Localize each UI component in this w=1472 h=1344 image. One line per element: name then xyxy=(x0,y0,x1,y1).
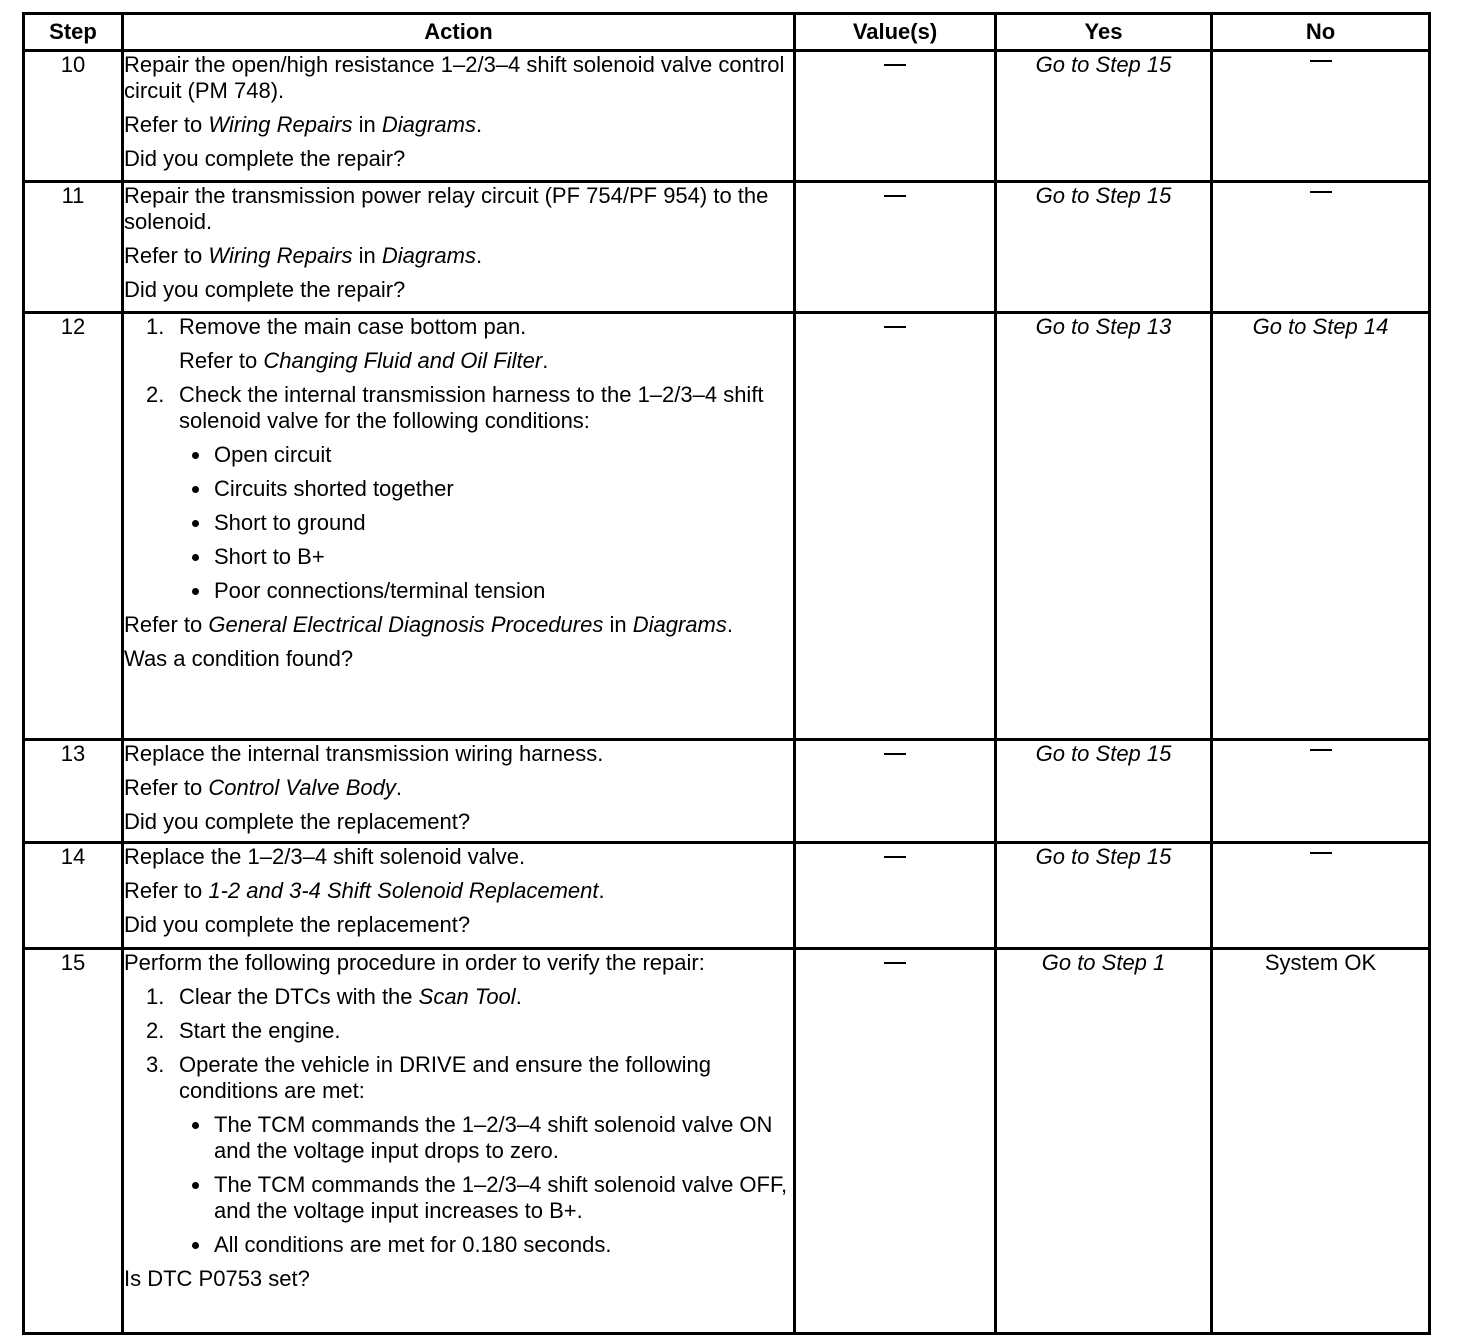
action-reference: Refer to General Electrical Diagnosis Procedures in Diagrams. xyxy=(124,612,733,637)
action-cell xyxy=(123,313,795,740)
no-dash xyxy=(1310,749,1332,755)
no-cell xyxy=(1212,51,1430,182)
action-text: Repair the open/high resistance 1–2/3–4 shift solenoid valve control circuit (PM 748). xyxy=(124,52,785,103)
value-dash xyxy=(884,856,906,858)
value-cell xyxy=(795,740,996,843)
action-question: Is DTC P0753 set? xyxy=(124,1266,310,1291)
value-dash xyxy=(884,326,906,328)
table-row xyxy=(24,51,1430,182)
list-item: The TCM commands the 1–2/3–4 shift solenoid valve OFF, and the voltage input increases to B+. xyxy=(179,1172,793,1224)
header-values: Value(s) xyxy=(795,14,996,51)
procedure-step: 2. Start the engine. xyxy=(146,1018,341,1043)
yes-link[interactable]: Go to Step 15 xyxy=(1035,52,1172,77)
list-item: Circuits shorted together xyxy=(179,476,793,502)
table-row xyxy=(24,313,1430,740)
list-item: The TCM commands the 1–2/3–4 shift solenoid valve ON and the voltage input drops to zero. xyxy=(179,1112,793,1164)
procedure-step: 1. Remove the main case bottom pan. Refer to Changing Fluid and Oil Filter. xyxy=(146,314,549,373)
yes-cell xyxy=(996,949,1212,1334)
no-cell xyxy=(1212,843,1430,949)
action-text: Replace the internal transmission wiring harness. xyxy=(124,741,604,766)
condition-list xyxy=(179,1112,793,1258)
value-cell xyxy=(795,313,996,740)
action-question: Did you complete the replacement? xyxy=(124,912,471,937)
yes-link[interactable]: Go to Step 15 xyxy=(1035,741,1172,766)
yes-link[interactable]: Go to Step 15 xyxy=(1035,183,1172,208)
value-cell xyxy=(795,843,996,949)
step-number: 13 xyxy=(24,740,123,843)
action-cell xyxy=(123,949,795,1334)
table-row xyxy=(24,949,1430,1334)
diagnostic-table xyxy=(22,12,1431,1335)
value-dash xyxy=(884,64,906,66)
list-item: Short to B+ xyxy=(179,544,793,570)
value-cell xyxy=(795,949,996,1334)
yes-cell xyxy=(996,740,1212,843)
action-cell xyxy=(123,843,795,949)
step-number: 10 xyxy=(24,51,123,182)
value-cell xyxy=(795,182,996,313)
procedure-step: 1. Clear the DTCs with the Scan Tool. xyxy=(146,984,522,1009)
action-question: Did you complete the repair? xyxy=(124,146,406,171)
list-item: Poor connections/terminal tension xyxy=(179,578,793,604)
no-cell xyxy=(1212,740,1430,843)
list-item: Short to ground xyxy=(179,510,793,536)
header-no: No xyxy=(1212,14,1430,51)
yes-cell xyxy=(996,843,1212,949)
yes-cell xyxy=(996,51,1212,182)
action-text: Repair the transmission power relay circuit (PF 754/PF 954) to the solenoid. xyxy=(124,183,769,234)
action-cell xyxy=(123,182,795,313)
yes-cell xyxy=(996,313,1212,740)
no-cell xyxy=(1212,313,1430,740)
table-row xyxy=(24,843,1430,949)
no-result: System OK xyxy=(1264,950,1377,975)
yes-cell xyxy=(996,182,1212,313)
no-link[interactable]: Go to Step 14 xyxy=(1252,314,1389,339)
table-row xyxy=(24,740,1430,843)
list-item: All conditions are met for 0.180 seconds. xyxy=(179,1232,793,1258)
header-action: Action xyxy=(123,14,795,51)
no-dash xyxy=(1310,852,1332,858)
action-cell xyxy=(123,51,795,182)
action-question: Was a condition found? xyxy=(124,646,354,671)
yes-link[interactable]: Go to Step 1 xyxy=(1041,950,1166,975)
yes-link[interactable]: Go to Step 15 xyxy=(1035,844,1172,869)
yes-link[interactable]: Go to Step 13 xyxy=(1035,314,1172,339)
no-dash xyxy=(1310,60,1332,66)
condition-list xyxy=(179,442,793,604)
list-item: Open circuit xyxy=(179,442,793,468)
value-dash xyxy=(884,195,906,197)
action-reference: Refer to Wiring Repairs in Diagrams. xyxy=(124,112,483,137)
header-yes: Yes xyxy=(996,14,1212,51)
procedure-list xyxy=(124,984,793,1258)
action-reference: Refer to Wiring Repairs in Diagrams. xyxy=(124,243,483,268)
step-number: 14 xyxy=(24,843,123,949)
action-question: Did you complete the repair? xyxy=(124,277,406,302)
value-dash xyxy=(884,753,906,755)
no-cell xyxy=(1212,182,1430,313)
action-reference: Refer to Control Valve Body. xyxy=(124,775,403,800)
header-step: Step xyxy=(24,14,123,51)
no-cell xyxy=(1212,949,1430,1334)
action-question: Did you complete the replacement? xyxy=(124,809,471,834)
table-header-row xyxy=(24,14,1430,51)
value-dash xyxy=(884,962,906,964)
no-dash xyxy=(1310,191,1332,197)
step-number: 15 xyxy=(24,949,123,1334)
procedure-step: 2. Check the internal transmission harness to the 1–2/3–4 shift solenoid valve for the following conditions: Open circuit Circuits shorted together Short to ground Short to B+ Poor connections/terminal tension xyxy=(124,382,793,604)
action-cell xyxy=(123,740,795,843)
step-number: 11 xyxy=(24,182,123,313)
procedure-step: 3. Operate the vehicle in DRIVE and ensure the following conditions are met: The TCM commands the 1–2/3–4 shift solenoid valve ON and the voltage input drops to zero. The TCM commands the 1–2/3–4 shift solenoid valve OFF, and the voltage input increases to B+. All conditions are met for 0.180 seconds. xyxy=(124,1052,793,1258)
table-row xyxy=(24,182,1430,313)
procedure-list xyxy=(124,314,793,604)
action-text: Perform the following procedure in order to verify the repair: xyxy=(124,950,705,975)
value-cell xyxy=(795,51,996,182)
action-text: Replace the 1–2/3–4 shift solenoid valve. xyxy=(124,844,526,869)
action-reference: Refer to 1-2 and 3-4 Shift Solenoid Replacement. xyxy=(124,878,605,903)
step-number: 12 xyxy=(24,313,123,740)
